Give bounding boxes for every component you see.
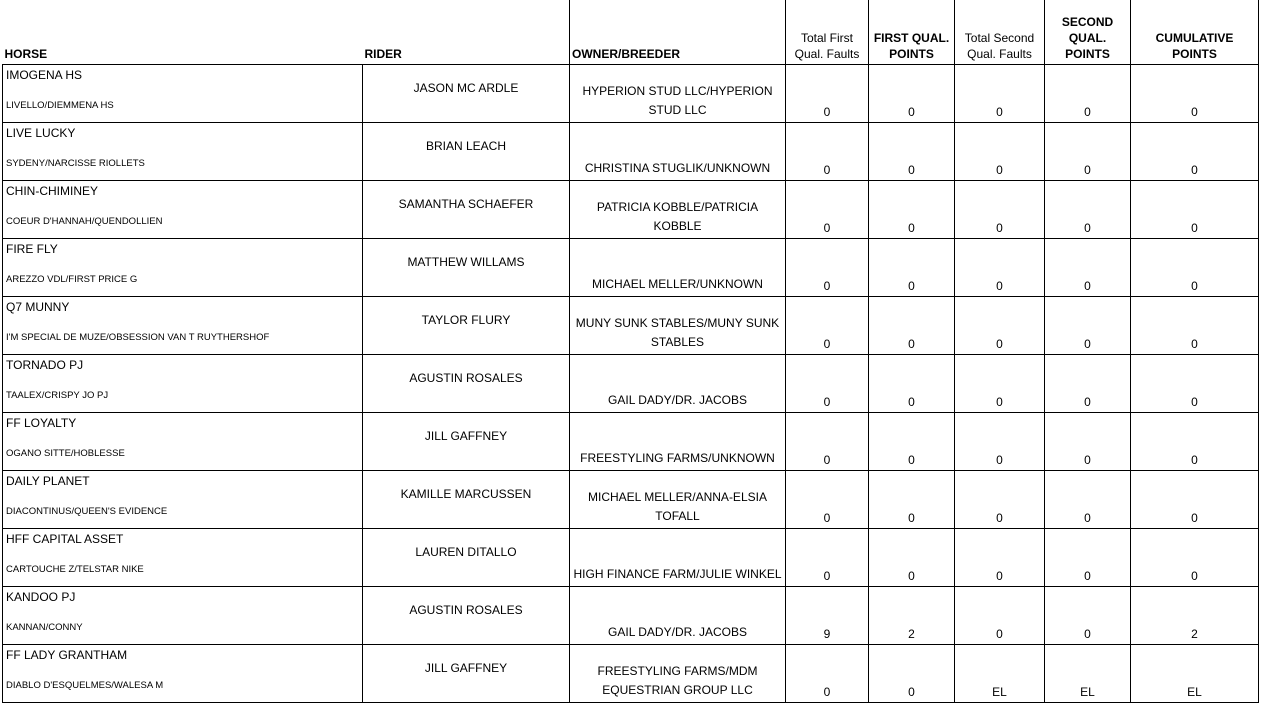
second-faults-cell: 0 <box>955 412 1045 470</box>
horse-cell <box>3 644 363 702</box>
horse-cell <box>3 586 363 644</box>
second-points-cell: EL <box>1045 644 1131 702</box>
second-faults-cell: 0 <box>955 64 1045 122</box>
second-points-cell: 0 <box>1045 64 1131 122</box>
second-faults-cell: 0 <box>955 296 1045 354</box>
owner-cell: GAIL DADY/DR. JACOBS <box>570 354 786 412</box>
first-points-cell: 0 <box>869 412 955 470</box>
horse-pedigree: DIABLO D'ESQUELMES/WALESA M <box>6 679 164 691</box>
rider-cell: SAMANTHA SCHAEFER <box>363 180 570 238</box>
horse-cell <box>3 412 363 470</box>
horse-cell <box>3 354 363 412</box>
second-faults-cell: 0 <box>955 354 1045 412</box>
second-faults-cell: 0 <box>955 122 1045 180</box>
first-faults-cell: 9 <box>786 586 869 644</box>
col-header-rider: RIDER <box>363 0 570 64</box>
col-header-second-points: SECOND QUAL. POINTS <box>1045 0 1131 64</box>
second-points-cell: 0 <box>1045 354 1131 412</box>
col-header-horse: HORSE <box>3 0 363 64</box>
first-faults-cell: 0 <box>786 180 869 238</box>
second-faults-cell: 0 <box>955 528 1045 586</box>
cumulative-cell: 0 <box>1131 412 1259 470</box>
horse-cell <box>3 528 363 586</box>
col-header-first-faults: Total First Qual. Faults <box>786 0 869 64</box>
horse-name: HFF CAPITAL ASSET <box>6 531 124 546</box>
second-points-cell: 0 <box>1045 412 1131 470</box>
owner-cell: HIGH FINANCE FARM/JULIE WINKEL <box>570 528 786 586</box>
rider-cell: BRIAN LEACH <box>363 122 570 180</box>
second-points-cell: 0 <box>1045 528 1131 586</box>
first-points-cell: 0 <box>869 470 955 528</box>
owner-cell: MICHAEL MELLER/UNKNOWN <box>570 238 786 296</box>
rider-cell: MATTHEW WILLAMS <box>363 238 570 296</box>
rider-cell: KAMILLE MARCUSSEN <box>363 470 570 528</box>
first-faults-cell: 0 <box>786 528 869 586</box>
owner-cell: MICHAEL MELLER/ANNA-ELSIA TOFALL <box>570 470 786 528</box>
cumulative-cell: 0 <box>1131 64 1259 122</box>
second-faults-cell: 0 <box>955 238 1045 296</box>
first-faults-cell: 0 <box>786 296 869 354</box>
table-row <box>3 412 1259 470</box>
table-row <box>3 586 1259 644</box>
first-faults-cell: 0 <box>786 64 869 122</box>
horse-pedigree: TAALEX/CRISPY JO PJ <box>6 389 109 401</box>
owner-cell: FREESTYLING FARMS/UNKNOWN <box>570 412 786 470</box>
header-row <box>3 0 1259 64</box>
rider-cell: TAYLOR FLURY <box>363 296 570 354</box>
horse-cell <box>3 238 363 296</box>
owner-cell: PATRICIA KOBBLE/PATRICIA KOBBLE <box>570 180 786 238</box>
first-faults-cell: 0 <box>786 644 869 702</box>
second-points-cell: 0 <box>1045 238 1131 296</box>
second-points-cell: 0 <box>1045 180 1131 238</box>
cumulative-cell: 0 <box>1131 528 1259 586</box>
second-points-cell: 0 <box>1045 296 1131 354</box>
second-faults-cell: 0 <box>955 470 1045 528</box>
horse-name: CHIN-CHIMINEY <box>6 183 98 198</box>
table-row <box>3 644 1259 702</box>
col-header-second-faults: Total Second Qual. Faults <box>955 0 1045 64</box>
horse-name: FF LOYALTY <box>6 415 77 430</box>
second-faults-cell: EL <box>955 644 1045 702</box>
owner-cell: CHRISTINA STUGLIK/UNKNOWN <box>570 122 786 180</box>
horse-name: Q7 MUNNY <box>6 299 70 314</box>
col-header-first-points: FIRST QUAL. POINTS <box>869 0 955 64</box>
horse-pedigree: SYDENY/NARCISSE RIOLLETS <box>6 157 145 169</box>
second-faults-cell: 0 <box>955 586 1045 644</box>
cumulative-cell: 0 <box>1131 296 1259 354</box>
cumulative-cell: 2 <box>1131 586 1259 644</box>
second-points-cell: 0 <box>1045 122 1131 180</box>
horse-name: KANDOO PJ <box>6 589 76 604</box>
rider-cell: AGUSTIN ROSALES <box>363 354 570 412</box>
horse-pedigree: COEUR D'HANNAH/QUENDOLLIEN <box>6 215 163 227</box>
table-row <box>3 238 1259 296</box>
owner-cell: GAIL DADY/DR. JACOBS <box>570 586 786 644</box>
first-points-cell: 0 <box>869 122 955 180</box>
cumulative-cell: 0 <box>1131 238 1259 296</box>
first-points-cell: 0 <box>869 296 955 354</box>
horse-name: TORNADO PJ <box>6 357 84 372</box>
first-faults-cell: 0 <box>786 470 869 528</box>
second-points-cell: 0 <box>1045 470 1131 528</box>
first-points-cell: 0 <box>869 354 955 412</box>
horse-name: LIVE LUCKY <box>6 125 76 140</box>
first-faults-cell: 0 <box>786 238 869 296</box>
results-table <box>2 0 1259 703</box>
horse-pedigree: LIVELLO/DIEMMENA HS <box>6 99 114 111</box>
table-row <box>3 64 1259 122</box>
first-points-cell: 0 <box>869 238 955 296</box>
horse-cell <box>3 64 363 122</box>
horse-name: IMOGENA HS <box>6 67 83 82</box>
cumulative-cell: EL <box>1131 644 1259 702</box>
second-points-cell: 0 <box>1045 586 1131 644</box>
cumulative-cell: 0 <box>1131 180 1259 238</box>
owner-cell: MUNY SUNK STABLES/MUNY SUNK STABLES <box>570 296 786 354</box>
table-row <box>3 470 1259 528</box>
horse-cell <box>3 470 363 528</box>
owner-cell: FREESTYLING FARMS/MDM EQUESTRIAN GROUP LLC <box>570 644 786 702</box>
owner-cell: HYPERION STUD LLC/HYPERION STUD LLC <box>570 64 786 122</box>
horse-cell <box>3 122 363 180</box>
table-row <box>3 122 1259 180</box>
horse-pedigree: I'M SPECIAL DE MUZE/OBSESSION VAN T RUYTHERSHOF <box>6 331 270 343</box>
rider-cell: AGUSTIN ROSALES <box>363 586 570 644</box>
first-faults-cell: 0 <box>786 354 869 412</box>
table-row <box>3 180 1259 238</box>
rider-cell: JILL GAFFNEY <box>363 412 570 470</box>
first-points-cell: 2 <box>869 586 955 644</box>
horse-name: FF LADY GRANTHAM <box>6 647 128 662</box>
horse-pedigree: DIACONTINUS/QUEEN'S EVIDENCE <box>6 505 168 517</box>
cumulative-cell: 0 <box>1131 470 1259 528</box>
rider-cell: LAUREN DITALLO <box>363 528 570 586</box>
horse-name: FIRE FLY <box>6 241 58 256</box>
rider-cell: JASON MC ARDLE <box>363 64 570 122</box>
cumulative-cell: 0 <box>1131 122 1259 180</box>
cumulative-cell: 0 <box>1131 354 1259 412</box>
first-points-cell: 0 <box>869 644 955 702</box>
col-header-owner: OWNER/BREEDER <box>570 0 786 64</box>
rider-cell: JILL GAFFNEY <box>363 644 570 702</box>
horse-cell <box>3 296 363 354</box>
horse-pedigree: CARTOUCHE Z/TELSTAR NIKE <box>6 563 144 575</box>
horse-pedigree: AREZZO VDL/FIRST PRICE G <box>6 273 138 285</box>
first-faults-cell: 0 <box>786 122 869 180</box>
table-row <box>3 354 1259 412</box>
horse-name: DAILY PLANET <box>6 473 90 488</box>
table-row <box>3 528 1259 586</box>
table-row <box>3 296 1259 354</box>
horse-cell <box>3 180 363 238</box>
first-faults-cell: 0 <box>786 412 869 470</box>
first-points-cell: 0 <box>869 180 955 238</box>
col-header-cumulative: CUMULATIVE POINTS <box>1131 0 1259 64</box>
first-points-cell: 0 <box>869 528 955 586</box>
first-points-cell: 0 <box>869 64 955 122</box>
second-faults-cell: 0 <box>955 180 1045 238</box>
horse-pedigree: OGANO SITTE/HOBLESSE <box>6 447 125 459</box>
horse-pedigree: KANNAN/CONNY <box>6 621 83 633</box>
